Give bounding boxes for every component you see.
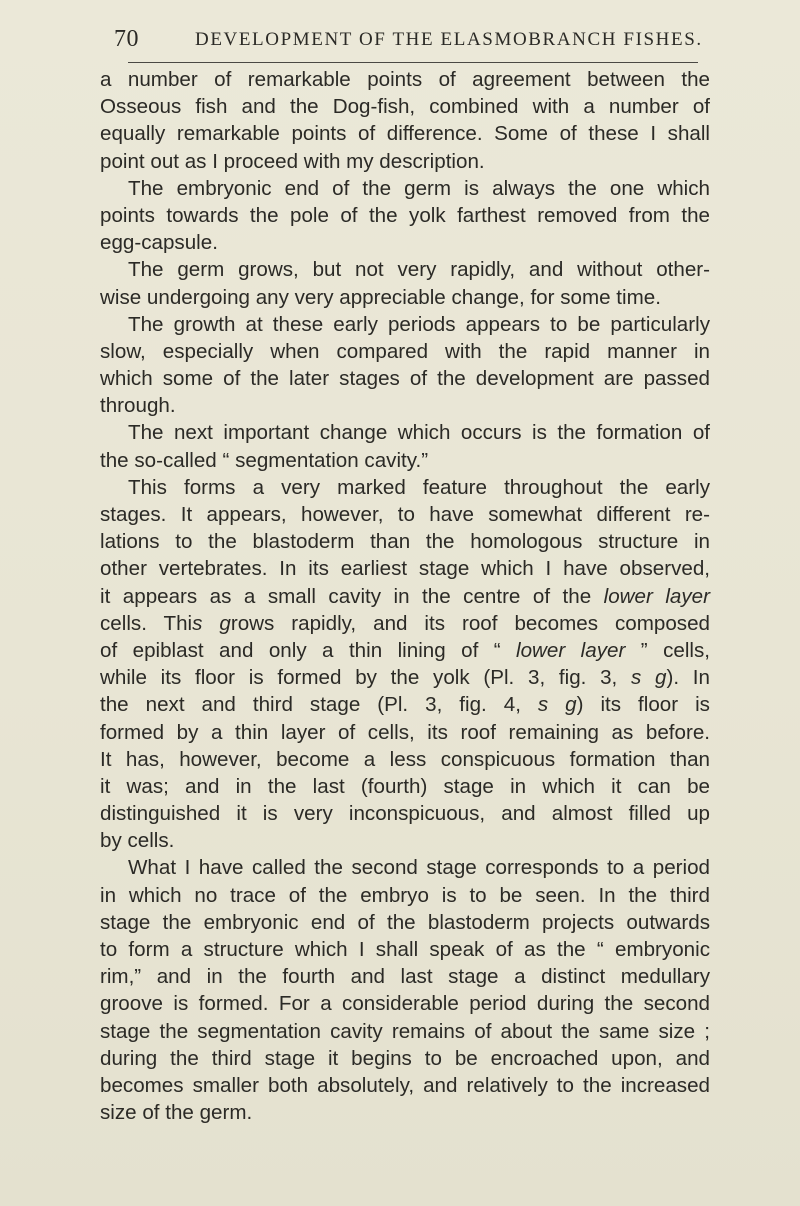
text-line: slow, especially when compared with the rapid manner in: [100, 339, 710, 363]
text-line: formed by a thin layer of cells, its roof remaining as before.: [100, 720, 710, 744]
text-line: lations to the blastoderm than the homologous structure in: [100, 530, 710, 554]
page-header: [100, 26, 712, 58]
text-line: The next important change which occurs is the formation of: [128, 421, 710, 445]
text-line: to form a structure which I shall speak of as the “ embryonic: [100, 938, 710, 961]
page-number: 70: [114, 26, 139, 52]
text-line: point out as I proceed with my description.: [100, 149, 485, 173]
text-line: The embryonic end of the germ is always the one which: [128, 176, 710, 200]
text-line: by cells.: [100, 829, 175, 853]
text-line: it appears as a small cavity in the centre of the lower layer: [100, 584, 710, 608]
text-line: it was; and in the last (fourth) stage in which it can be: [100, 774, 710, 798]
text-line: egg-capsule.: [100, 231, 218, 255]
text-line: Osseous fish and the Dog-fish, combined with a number of: [100, 95, 710, 119]
text-line: while its floor is formed by the yolk (Pl. 3, fig. 3, s g). In: [100, 666, 710, 690]
text-line: What I have called the second stage corresponds to a period: [128, 856, 710, 880]
text-line: equally remarkable points of difference. Some of these I shall: [100, 122, 710, 146]
text-line: It has, however, become a less conspicuous formation than: [100, 747, 710, 771]
text-line: in which no trace of the embryo is to be seen. In the third: [100, 883, 710, 907]
text-line: stages. It appears, however, to have somewhat different re-: [100, 503, 710, 526]
text-line: wise undergoing any very appreciable change, for some time.: [100, 285, 661, 309]
text-line: This forms a very marked feature throughout the early: [128, 475, 710, 499]
text-line: of epiblast and only a thin lining of “ lower layer ” cells,: [100, 638, 710, 662]
running-head: DEVELOPMENT OF THE ELASMOBRANCH FISHES.: [195, 29, 703, 50]
text-line: the next and third stage (Pl. 3, fig. 4, s g) its floor is: [100, 693, 710, 717]
text-line: groove is formed. For a considerable period during the second: [100, 992, 710, 1016]
text-line: a number of remarkable points of agreement between the: [100, 68, 710, 91]
text-line: The germ grows, but not very rapidly, and without other-: [128, 258, 710, 282]
text-line: which some of the later stages of the development are passed: [100, 367, 710, 391]
body-text: [100, 66, 710, 1126]
text-line: during the third stage it begins to be encroached upon, and: [100, 1046, 710, 1070]
text-line: distinguished it is very inconspicuous, and almost filled up: [100, 802, 710, 826]
text-line: through.: [100, 394, 176, 418]
text-line: other vertebrates. In its earliest stage which I have observed,: [100, 557, 710, 581]
text-line: The growth at these early periods appears to be particularly: [128, 312, 710, 336]
text-line: points towards the pole of the yolk farthest removed from the: [100, 203, 710, 227]
text-line: stage the embryonic end of the blastoderm projects outwards: [100, 910, 710, 934]
text-line: rim,” and in the fourth and last stage a distinct medullary: [100, 965, 710, 989]
text-line: the so-called “ segmentation cavity.”: [100, 448, 429, 472]
text-line: size of the germ.: [100, 1101, 253, 1125]
header-rule: [128, 62, 698, 63]
text-line: becomes smaller both absolutely, and relatively to the increased: [100, 1073, 710, 1097]
text-line: stage the segmentation cavity remains of about the same size ;: [100, 1019, 710, 1043]
text-line: cells. This grows rapidly, and its roof becomes composed: [100, 611, 710, 635]
